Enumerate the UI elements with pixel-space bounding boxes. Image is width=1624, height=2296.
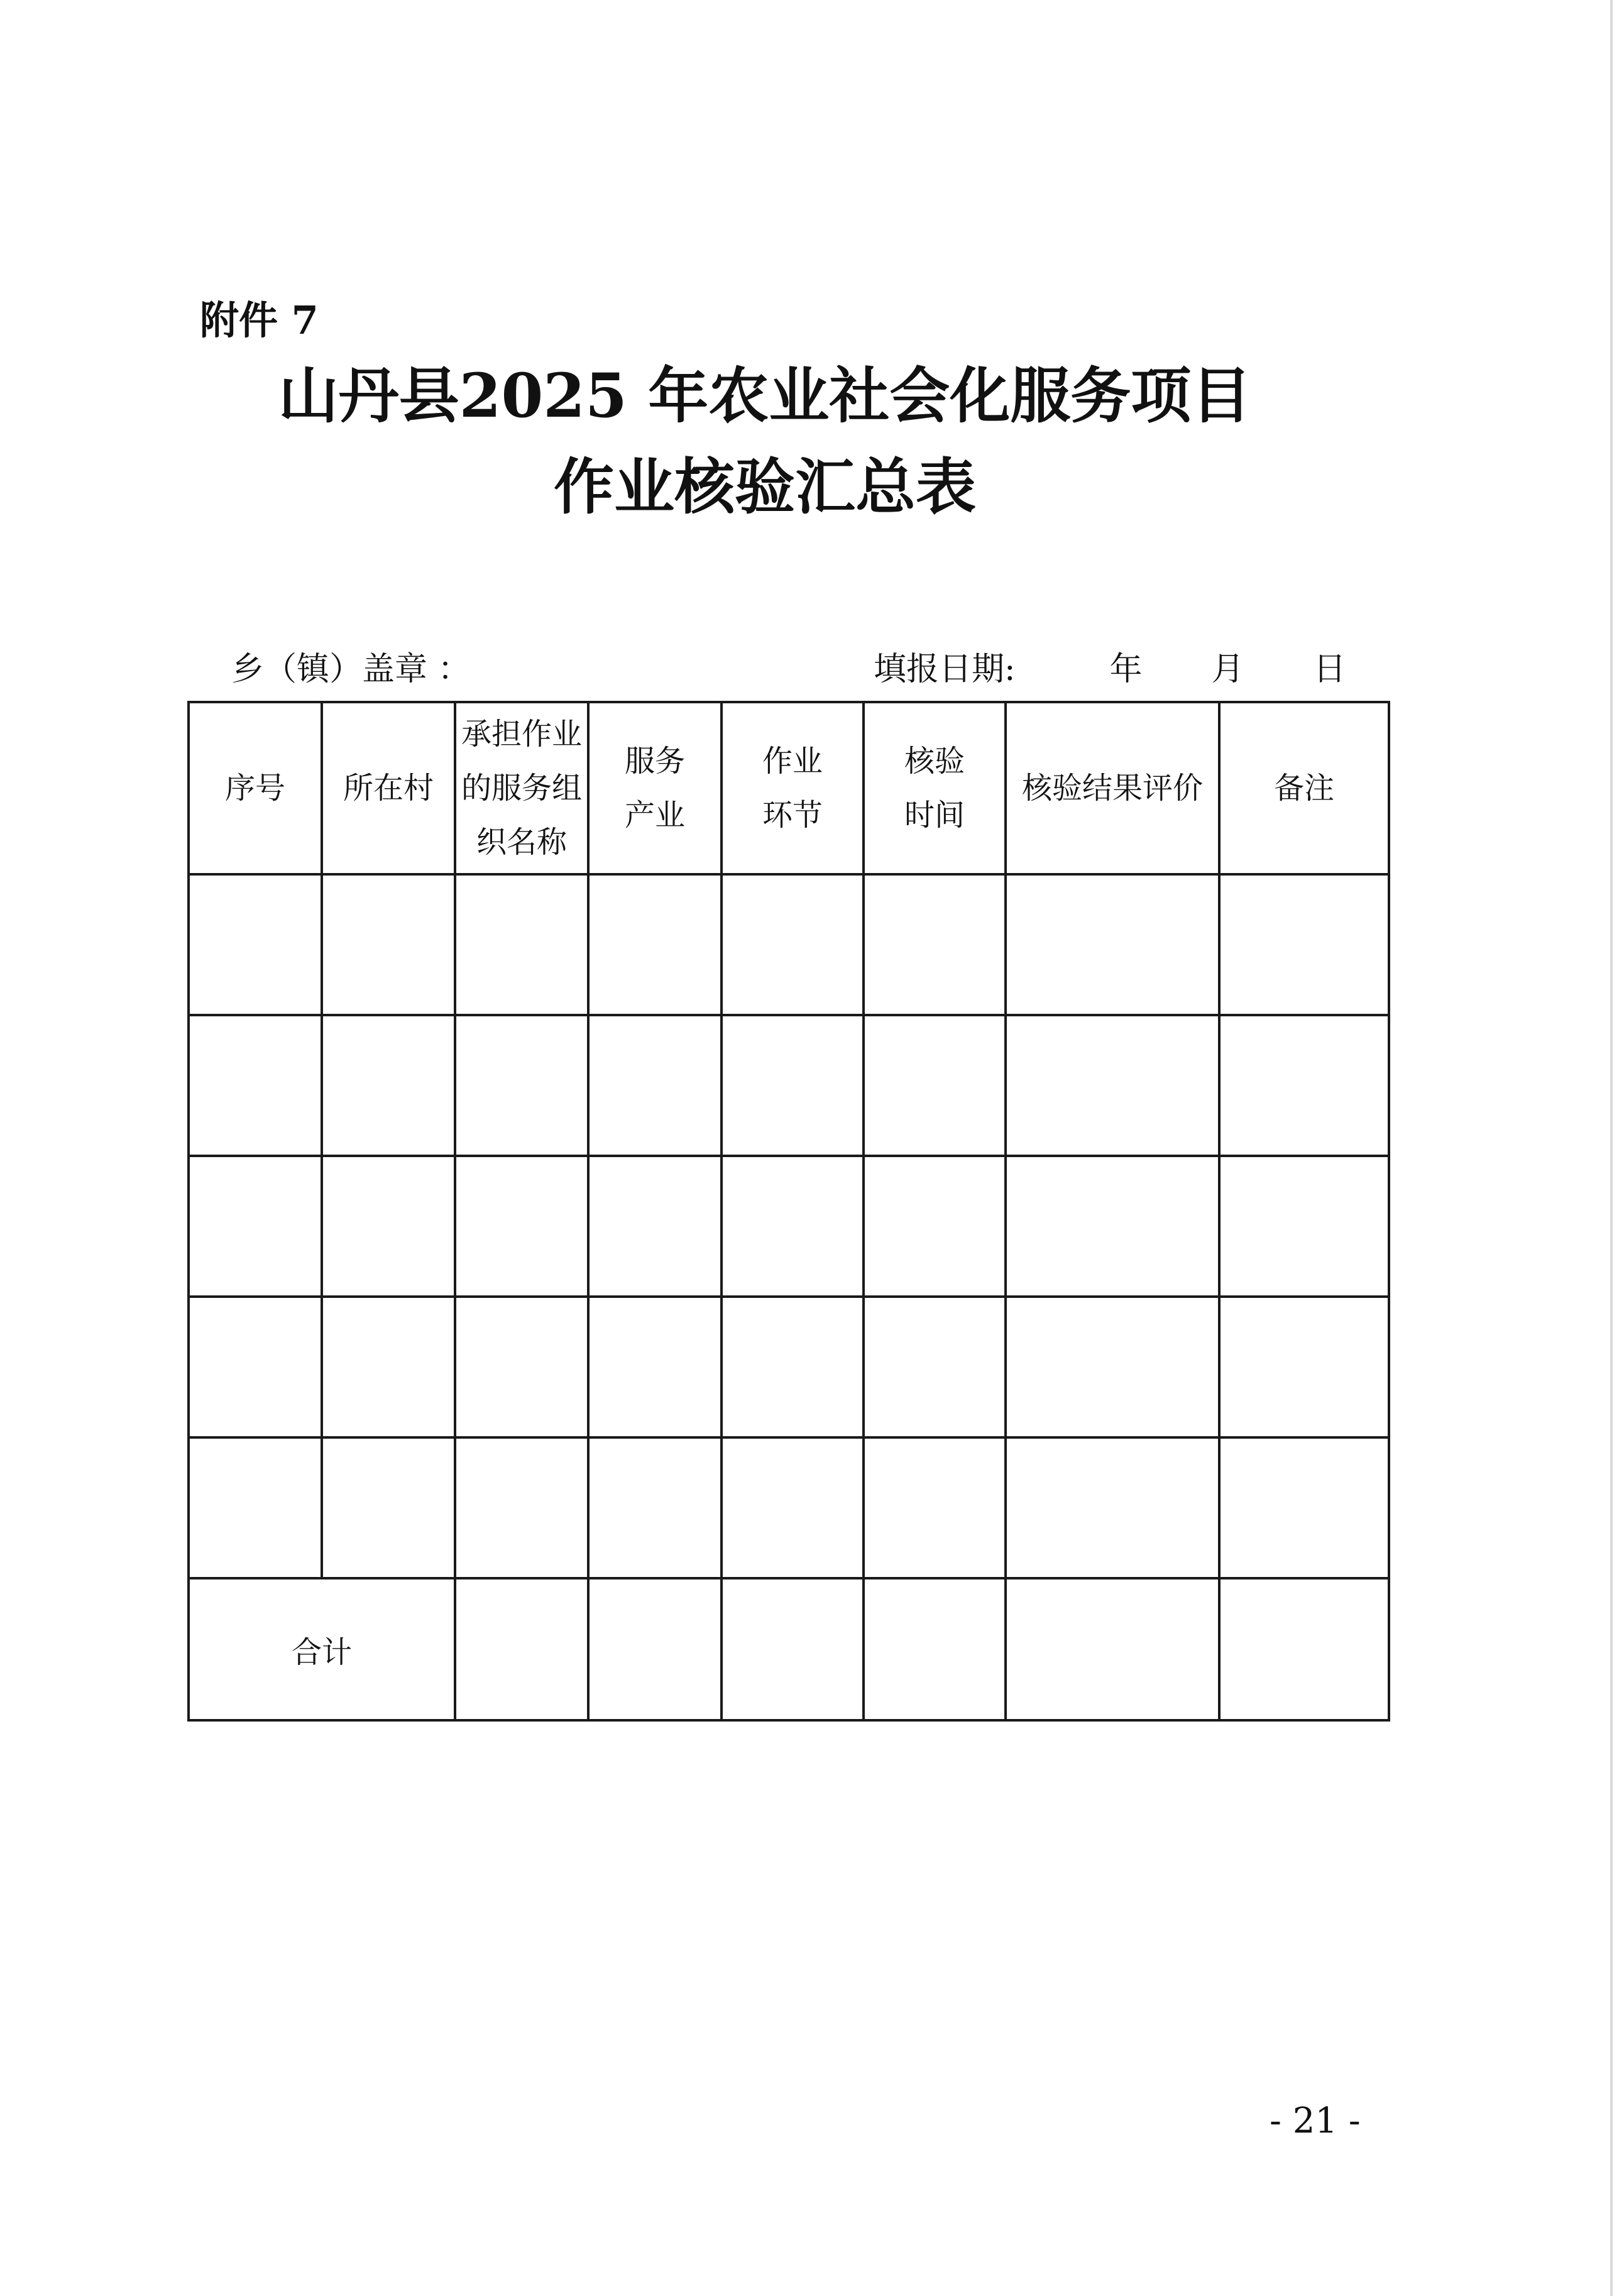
table-cell[interactable] (455, 1156, 588, 1297)
table-cell[interactable] (721, 1437, 864, 1578)
table-cell[interactable] (588, 1015, 721, 1156)
table-cell[interactable] (455, 1015, 588, 1156)
table-cell[interactable] (1006, 1156, 1219, 1297)
table-cell[interactable] (189, 874, 322, 1015)
table-cell[interactable] (588, 874, 721, 1015)
header-operation-stage: 作业 环节 (721, 702, 864, 874)
table-cell[interactable] (721, 1297, 864, 1437)
title-line-2: 作业核验汇总表 (554, 451, 976, 522)
page-edge (1610, 0, 1613, 2296)
table-row (189, 1015, 1389, 1156)
day-label: 日 (1313, 651, 1346, 688)
header-verification-time: 核验 时间 (864, 702, 1006, 874)
table-cell[interactable] (189, 1156, 322, 1297)
page-number: - 21 - (1270, 2101, 1361, 2141)
table-row (189, 1437, 1389, 1578)
table-cell[interactable] (721, 1015, 864, 1156)
table-cell[interactable] (721, 1578, 864, 1720)
table-cell[interactable] (455, 1437, 588, 1578)
attachment-label: 附件 7 (200, 297, 319, 343)
table-cell[interactable] (588, 1578, 721, 1720)
table-cell[interactable] (1006, 1297, 1219, 1437)
table-cell[interactable] (721, 1156, 864, 1297)
table-cell[interactable] (1006, 1437, 1219, 1578)
table-cell[interactable] (864, 1156, 1006, 1297)
table-cell[interactable] (322, 1437, 455, 1578)
total-label: 合计 (189, 1578, 455, 1720)
header-service-industry: 服务 产业 (588, 702, 721, 874)
table-cell[interactable] (864, 874, 1006, 1015)
table-cell[interactable] (322, 1297, 455, 1437)
fill-date-row (874, 647, 1346, 691)
table-cell[interactable] (1219, 1156, 1389, 1297)
title-line-1: 山丹县2025 年农业社会化服务项目 (278, 360, 1252, 431)
table-cell[interactable] (1219, 874, 1389, 1015)
table-cell[interactable] (864, 1297, 1006, 1437)
table-cell[interactable] (455, 1578, 588, 1720)
table-row (189, 1297, 1389, 1437)
table-cell[interactable] (1219, 1297, 1389, 1437)
table-cell[interactable] (1006, 1015, 1219, 1156)
header-row (189, 702, 1389, 874)
table-cell[interactable] (864, 1437, 1006, 1578)
table-cell[interactable] (189, 1437, 322, 1578)
header-village: 所在村 (322, 702, 455, 874)
table-cell[interactable] (588, 1297, 721, 1437)
header-service-organization: 承担作业 的服务组 织名称 (455, 702, 588, 874)
table-cell[interactable] (322, 1015, 455, 1156)
table-cell[interactable] (189, 1297, 322, 1437)
table-cell[interactable] (1219, 1578, 1389, 1720)
stamp-label: 乡（镇）盖章 ： (231, 651, 471, 688)
table-cell[interactable] (588, 1156, 721, 1297)
header-serial-number: 序号 (189, 702, 322, 874)
total-row (189, 1578, 1389, 1720)
year-label: 年 (1109, 651, 1143, 688)
header-verification-result: 核验结果评价 (1006, 702, 1219, 874)
table-cell[interactable] (721, 874, 864, 1015)
table-cell[interactable] (455, 1297, 588, 1437)
table-cell[interactable] (1219, 1015, 1389, 1156)
verification-summary-table (187, 701, 1390, 1722)
table-cell[interactable] (322, 1156, 455, 1297)
table-row (189, 874, 1389, 1015)
table-cell[interactable] (1006, 874, 1219, 1015)
table-cell[interactable] (322, 874, 455, 1015)
date-label: 填报日期: (874, 651, 1016, 688)
table-cell[interactable] (455, 874, 588, 1015)
table-cell[interactable] (189, 1015, 322, 1156)
table-cell[interactable] (1219, 1437, 1389, 1578)
table-cell[interactable] (588, 1437, 721, 1578)
month-label: 月 (1211, 651, 1244, 688)
header-remarks: 备注 (1219, 702, 1389, 874)
table-row (189, 1156, 1389, 1297)
table-cell[interactable] (864, 1015, 1006, 1156)
table-cell[interactable] (864, 1578, 1006, 1720)
table-cell[interactable] (1006, 1578, 1219, 1720)
